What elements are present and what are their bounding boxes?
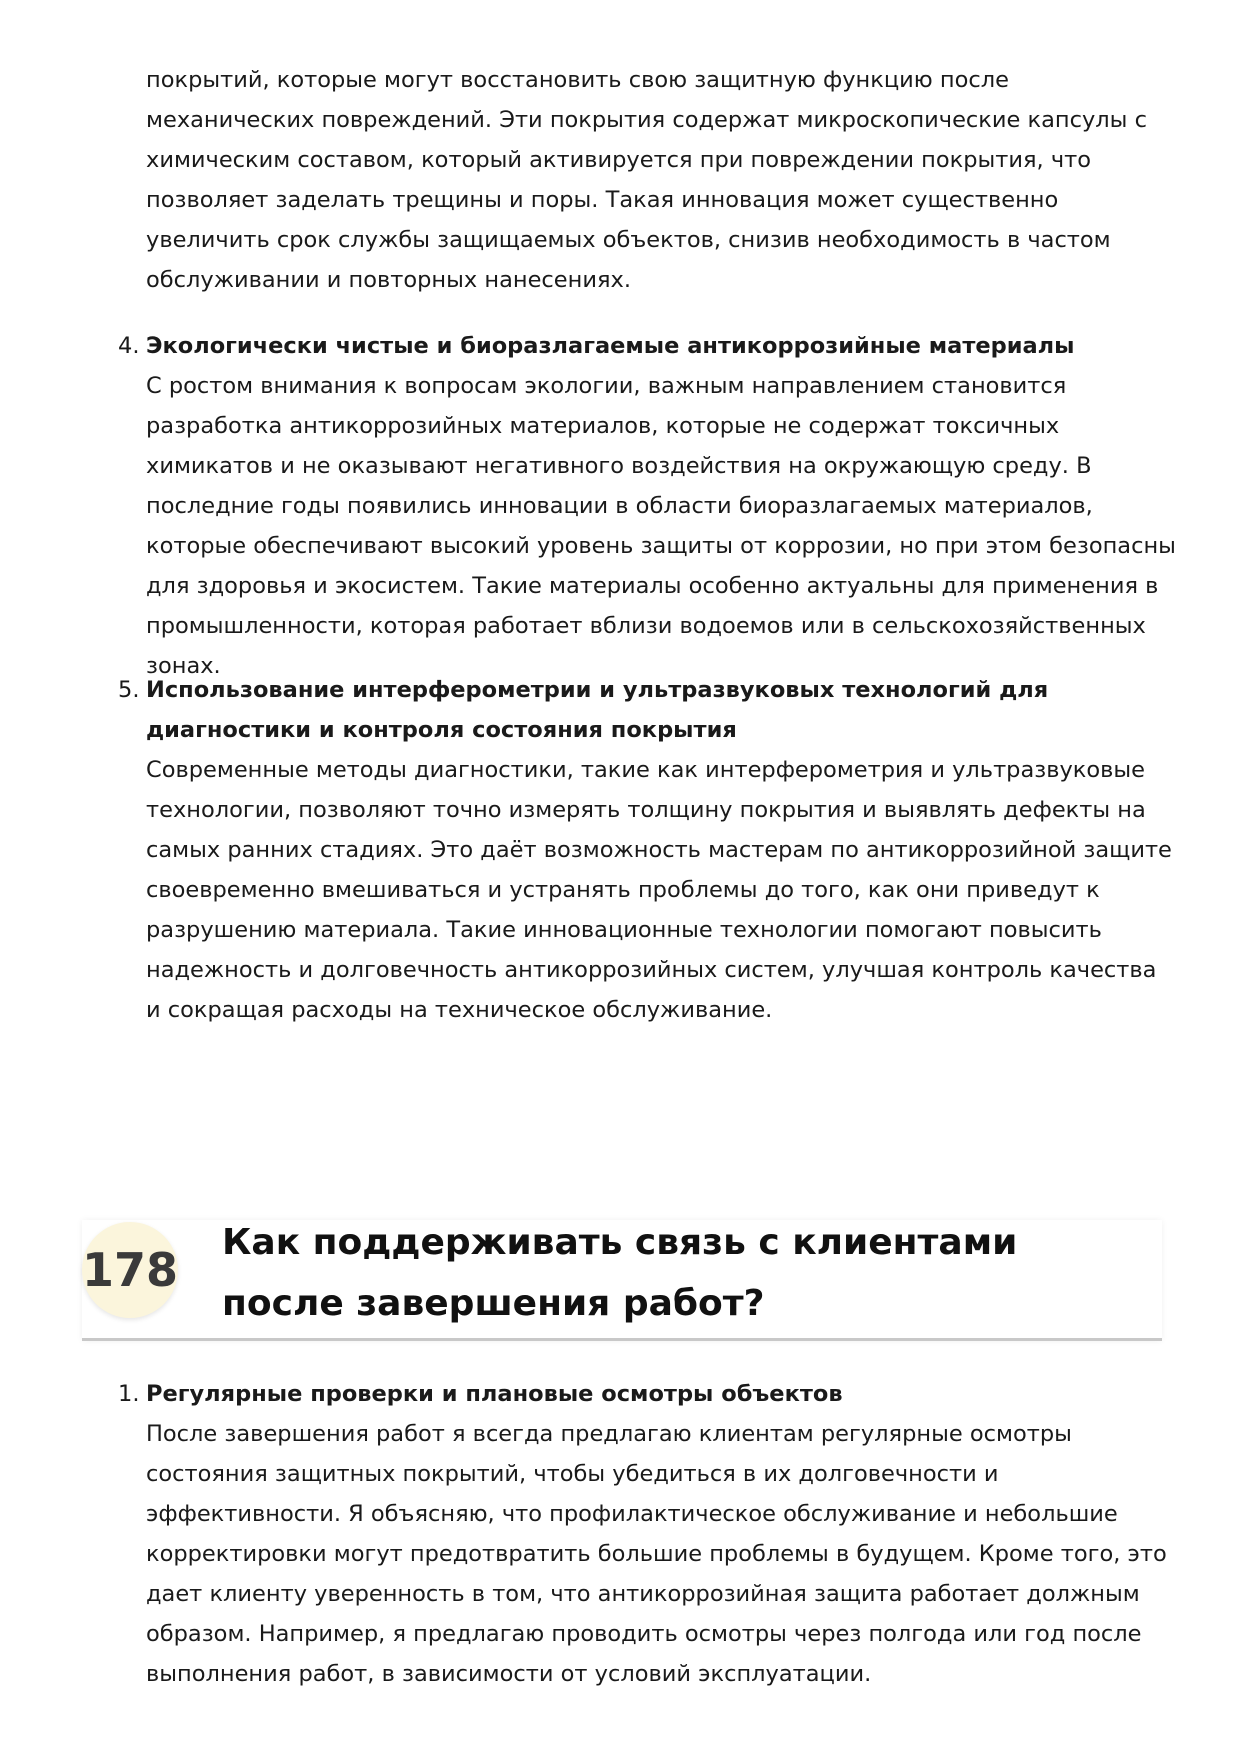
list-item-content <box>146 670 1176 1030</box>
list-item-content <box>146 1374 1176 1694</box>
list-item-content <box>146 326 1176 686</box>
section-number-badge <box>82 1222 178 1318</box>
list-item-number: 4. <box>118 333 140 359</box>
section-number: 178 <box>82 1243 179 1297</box>
intro-paragraph: покрытий, которые могут восстановить свою защитную функцию после механических повреждений. Эти покрытия содержат микроскопические капсулы с химическим составом, который активируется при повреждении покрытия, что позволяет заделать трещины и поры. Такая инновация может существенно увеличить срок службы защищаемых объектов, снизив необходимость в частом обслуживании и повторных нанесениях. <box>146 67 1147 293</box>
list-item-number: 5. <box>118 677 140 703</box>
section-header <box>82 1220 1162 1341</box>
list-item-body: После завершения работ я всегда предлагаю клиентам регулярные осмотры состояния защитных покрытий, чтобы убедиться в их долговечности и эффективности. Я объясняю, что профилактическое обслуживание и небольшие корректировки могут предотвратить большие проблемы в будущем. Кроме того, это дает клиенту уверенность в том, что антикоррозийная защита работает должным образом. Например, я предлагаю проводить осмотры через полгода или год после выполнения работ, в зависимости от условий эксплуатации. <box>146 1421 1167 1687</box>
list-item-number: 1. <box>118 1381 140 1407</box>
list-item-title: Использование интерферометрии и ультразвуковых технологий для диагностики и контроля состояния покрытия <box>146 677 1049 743</box>
list-item-body: С ростом внимания к вопросам экологии, важным направлением становится разработка антикоррозийных материалов, которые не содержат токсичных химикатов и не оказывают негативного воздействия на окружающую среду. В последние годы появились инновации в области биоразлагаемых материалов, которые обеспечивают высокий уровень защиты от коррозии, но при этом безопасны для здоровья и экосистем. Такие материалы особенно актуальны для применения в промышленности, которая работает вблизи водоемов или в сельскохозяйственных зонах. <box>146 373 1176 679</box>
list-item-title: Регулярные проверки и плановые осмотры объектов <box>146 1381 843 1407</box>
section-title: Как поддерживать связь с клиентами после завершения работ? <box>222 1222 1018 1324</box>
list-item-body: Современные методы диагностики, такие как интерферометрия и ультразвуковые технологии, позволяют точно измерять толщину покрытия и выявлять дефекты на самых ранних стадиях. Это даёт возможность мастерам по антикоррозийной защите своевременно вмешиваться и устранять проблемы до того, как они приведут к разрушению материала. Такие инновационные технологии помогают повысить надежность и долговечность антикоррозийных систем, улучшая контроль качества и сокращая расходы на техническое обслуживание. <box>146 757 1172 1023</box>
list-item-title: Экологически чистые и биоразлагаемые антикоррозийные материалы <box>146 333 1075 359</box>
